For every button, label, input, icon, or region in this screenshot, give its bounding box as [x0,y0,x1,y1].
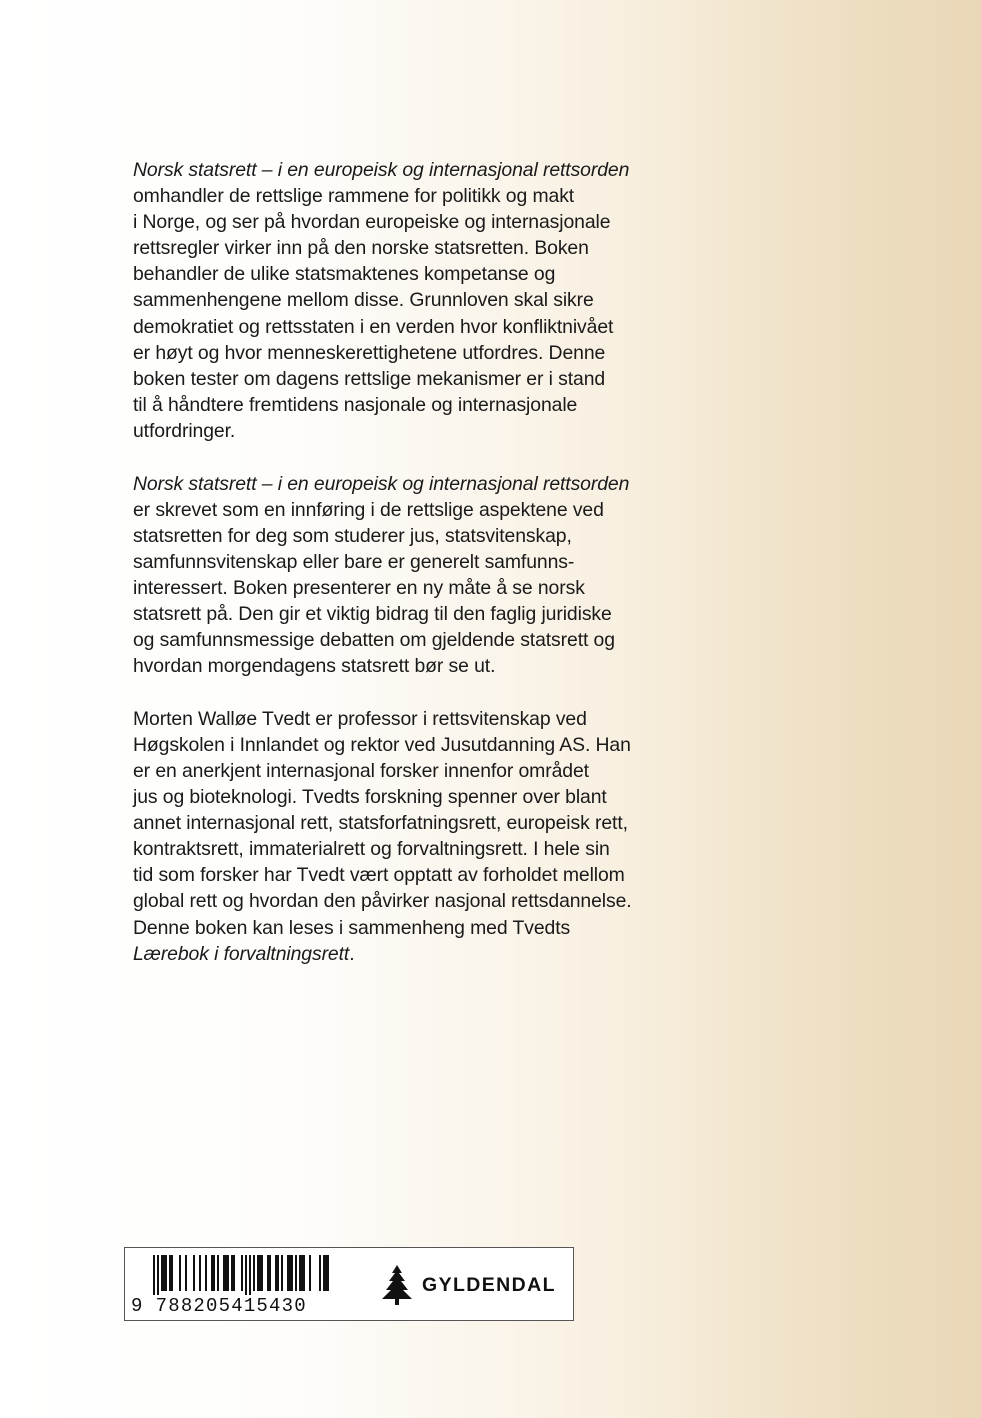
text-line [133,340,713,366]
line-text: statsretten for deg som studerer jus, statsvitenskap, [133,524,572,547]
text-line [133,209,713,235]
barcode-bar [327,1255,329,1291]
line-text: demokratiet og rettsstaten i en verden hvor konfliktnivået [133,315,614,338]
barcode-bar [253,1255,255,1291]
text-line [133,235,713,261]
text-line [133,575,713,601]
barcode-bar [301,1255,303,1291]
barcode-bar [323,1255,325,1291]
barcode-bar [281,1255,283,1291]
barcode-bar [179,1255,181,1291]
barcode-bar [193,1255,195,1291]
isbn-first-digit: 9 [131,1295,144,1317]
line-text: boken tester om dagens rettslige mekanismer er i stand [133,367,606,390]
barcode-bar [171,1255,173,1291]
blurb-text [133,157,713,993]
line-text: tid som forsker har Tvedt vært opptatt av forholdet mellom [133,864,625,887]
text-line [133,366,713,392]
text-line [133,601,713,627]
text-line [133,653,713,679]
barcode-bar [291,1255,293,1291]
text-line [133,157,713,183]
line-text: og samfunnsmessige debatten om gjeldende statsrett og [133,629,615,652]
isbn-number [131,1295,307,1317]
line-text: Denne boken kan leses i sammenheng med Tvedts [133,916,571,939]
text-line [133,261,713,287]
line-text: omhandler de rettslige rammene for politikk og makt [133,185,575,208]
line-text: samfunnsvitenskap eller bare er generelt samfunns- [133,550,575,573]
barcode-bar [231,1255,233,1291]
line-text: rettsregler virker inn på den norske statsretten. Boken [133,237,589,260]
barcode-bar [205,1255,207,1291]
line-text: Høgskolen i Innlandet og rektor ved Jusutdanning AS. Han [133,733,631,756]
barcode-bar [261,1255,263,1291]
text-line [133,497,713,523]
text-line [133,758,713,784]
line-text: hvordan morgendagens statsrett bør se ut. [133,655,496,678]
text-line [133,888,713,914]
line-text: kontraktsrett, immaterialrett og forvaltningsrett. I hele sin [133,838,610,861]
text-line [133,287,713,313]
line-text: global rett og hvordan den påvirker nasjonal rettsdannelse. [133,890,632,913]
text-line [133,183,713,209]
line-text: annet internasjonal rett, statsforfatningsrett, europeisk rett, [133,812,628,835]
barcode-bar [269,1255,271,1291]
line-text: behandler de ulike statsmaktenes kompetanse og [133,263,556,286]
barcode-bar [223,1255,225,1291]
barcode-bar [309,1255,311,1291]
text-line [133,471,713,497]
italic-title: Norsk statsrett – i en europeisk og internasjonal rettsorden [133,472,630,495]
italic-title: Norsk statsrett – i en europeisk og internasjonal rettsorden [133,159,630,181]
line-text: er en anerkjent internasjonal forsker innenfor området [133,759,589,782]
italic-title: Lærebok i forvaltningsrett [133,942,350,965]
paragraph-author-bio [133,706,713,967]
line-text: er skrevet som en innføring i de rettslige aspektene ved [133,498,604,521]
barcode-bar [275,1255,277,1291]
line-text: Morten Walløe Tvedt er professor i rettsvitenskap ved [133,707,587,730]
barcode-bar [211,1255,213,1291]
line-text: utfordringer. [133,419,236,442]
barcode-bar [227,1255,229,1291]
barcode-bar [153,1255,155,1295]
barcode-bar [249,1255,251,1295]
barcode-bar [277,1255,279,1291]
barcode-bar [289,1255,291,1291]
text-line [133,732,713,758]
line-text: sammenhengene mellom disse. Grunnloven skal sikre [133,289,594,312]
barcode-bar [163,1255,165,1291]
barcode-bar [287,1255,289,1291]
line-text: jus og bioteknologi. Tvedts forskning spenner over blant [133,786,607,809]
barcode-bar [169,1255,171,1291]
barcode-bar [157,1255,159,1295]
barcode-bar [165,1255,167,1291]
barcode-bar [319,1255,321,1291]
text-line [133,549,713,575]
text-line [133,941,713,967]
line-text: er høyt og hvor menneskerettighetene utfordres. Denne [133,341,606,364]
barcode-bar [185,1255,187,1291]
barcode-bar [217,1255,219,1291]
barcode-bar [241,1255,243,1291]
barcode-bar [295,1255,297,1291]
paragraph-audience [133,471,713,680]
barcode-bar [303,1255,305,1291]
barcode-bar [259,1255,261,1291]
barcode-bar [257,1255,259,1291]
text-line [133,915,713,941]
text-line [133,392,713,418]
text-line [133,627,713,653]
text-line [133,836,713,862]
barcode-bar [225,1255,227,1291]
line-text: til å håndtere fremtidens nasjonale og internasjonale [133,393,578,416]
paragraph-description [133,157,713,444]
tree-icon [380,1264,414,1306]
text-line [133,418,713,444]
line-text: . [349,942,355,965]
barcode-bar [161,1255,163,1291]
text-line [133,862,713,888]
barcode-bar [199,1255,201,1291]
text-line [133,314,713,340]
publisher-logo [380,1264,556,1306]
text-line [133,706,713,732]
barcode-bar [299,1255,301,1291]
barcode-bar [245,1255,247,1295]
line-text: statsrett på. Den gir et viktig bidrag til den faglig juridiske [133,603,612,625]
publisher-name: GYLDENDAL [422,1273,556,1296]
text-line [133,523,713,549]
barcode-bar [267,1255,269,1291]
barcode-bar [213,1255,215,1291]
text-line [133,784,713,810]
isbn-barcode [133,1255,333,1295]
isbn-digits: 788205415430 [155,1295,307,1317]
line-text: i Norge, og ser på hvordan europeiske og internasjonale [133,211,611,234]
barcode-bar [233,1255,235,1291]
barcode-bar [325,1255,327,1291]
barcode-panel [124,1247,574,1321]
line-text: interessert. Boken presenterer en ny måte å se norsk [133,576,585,599]
text-line [133,810,713,836]
